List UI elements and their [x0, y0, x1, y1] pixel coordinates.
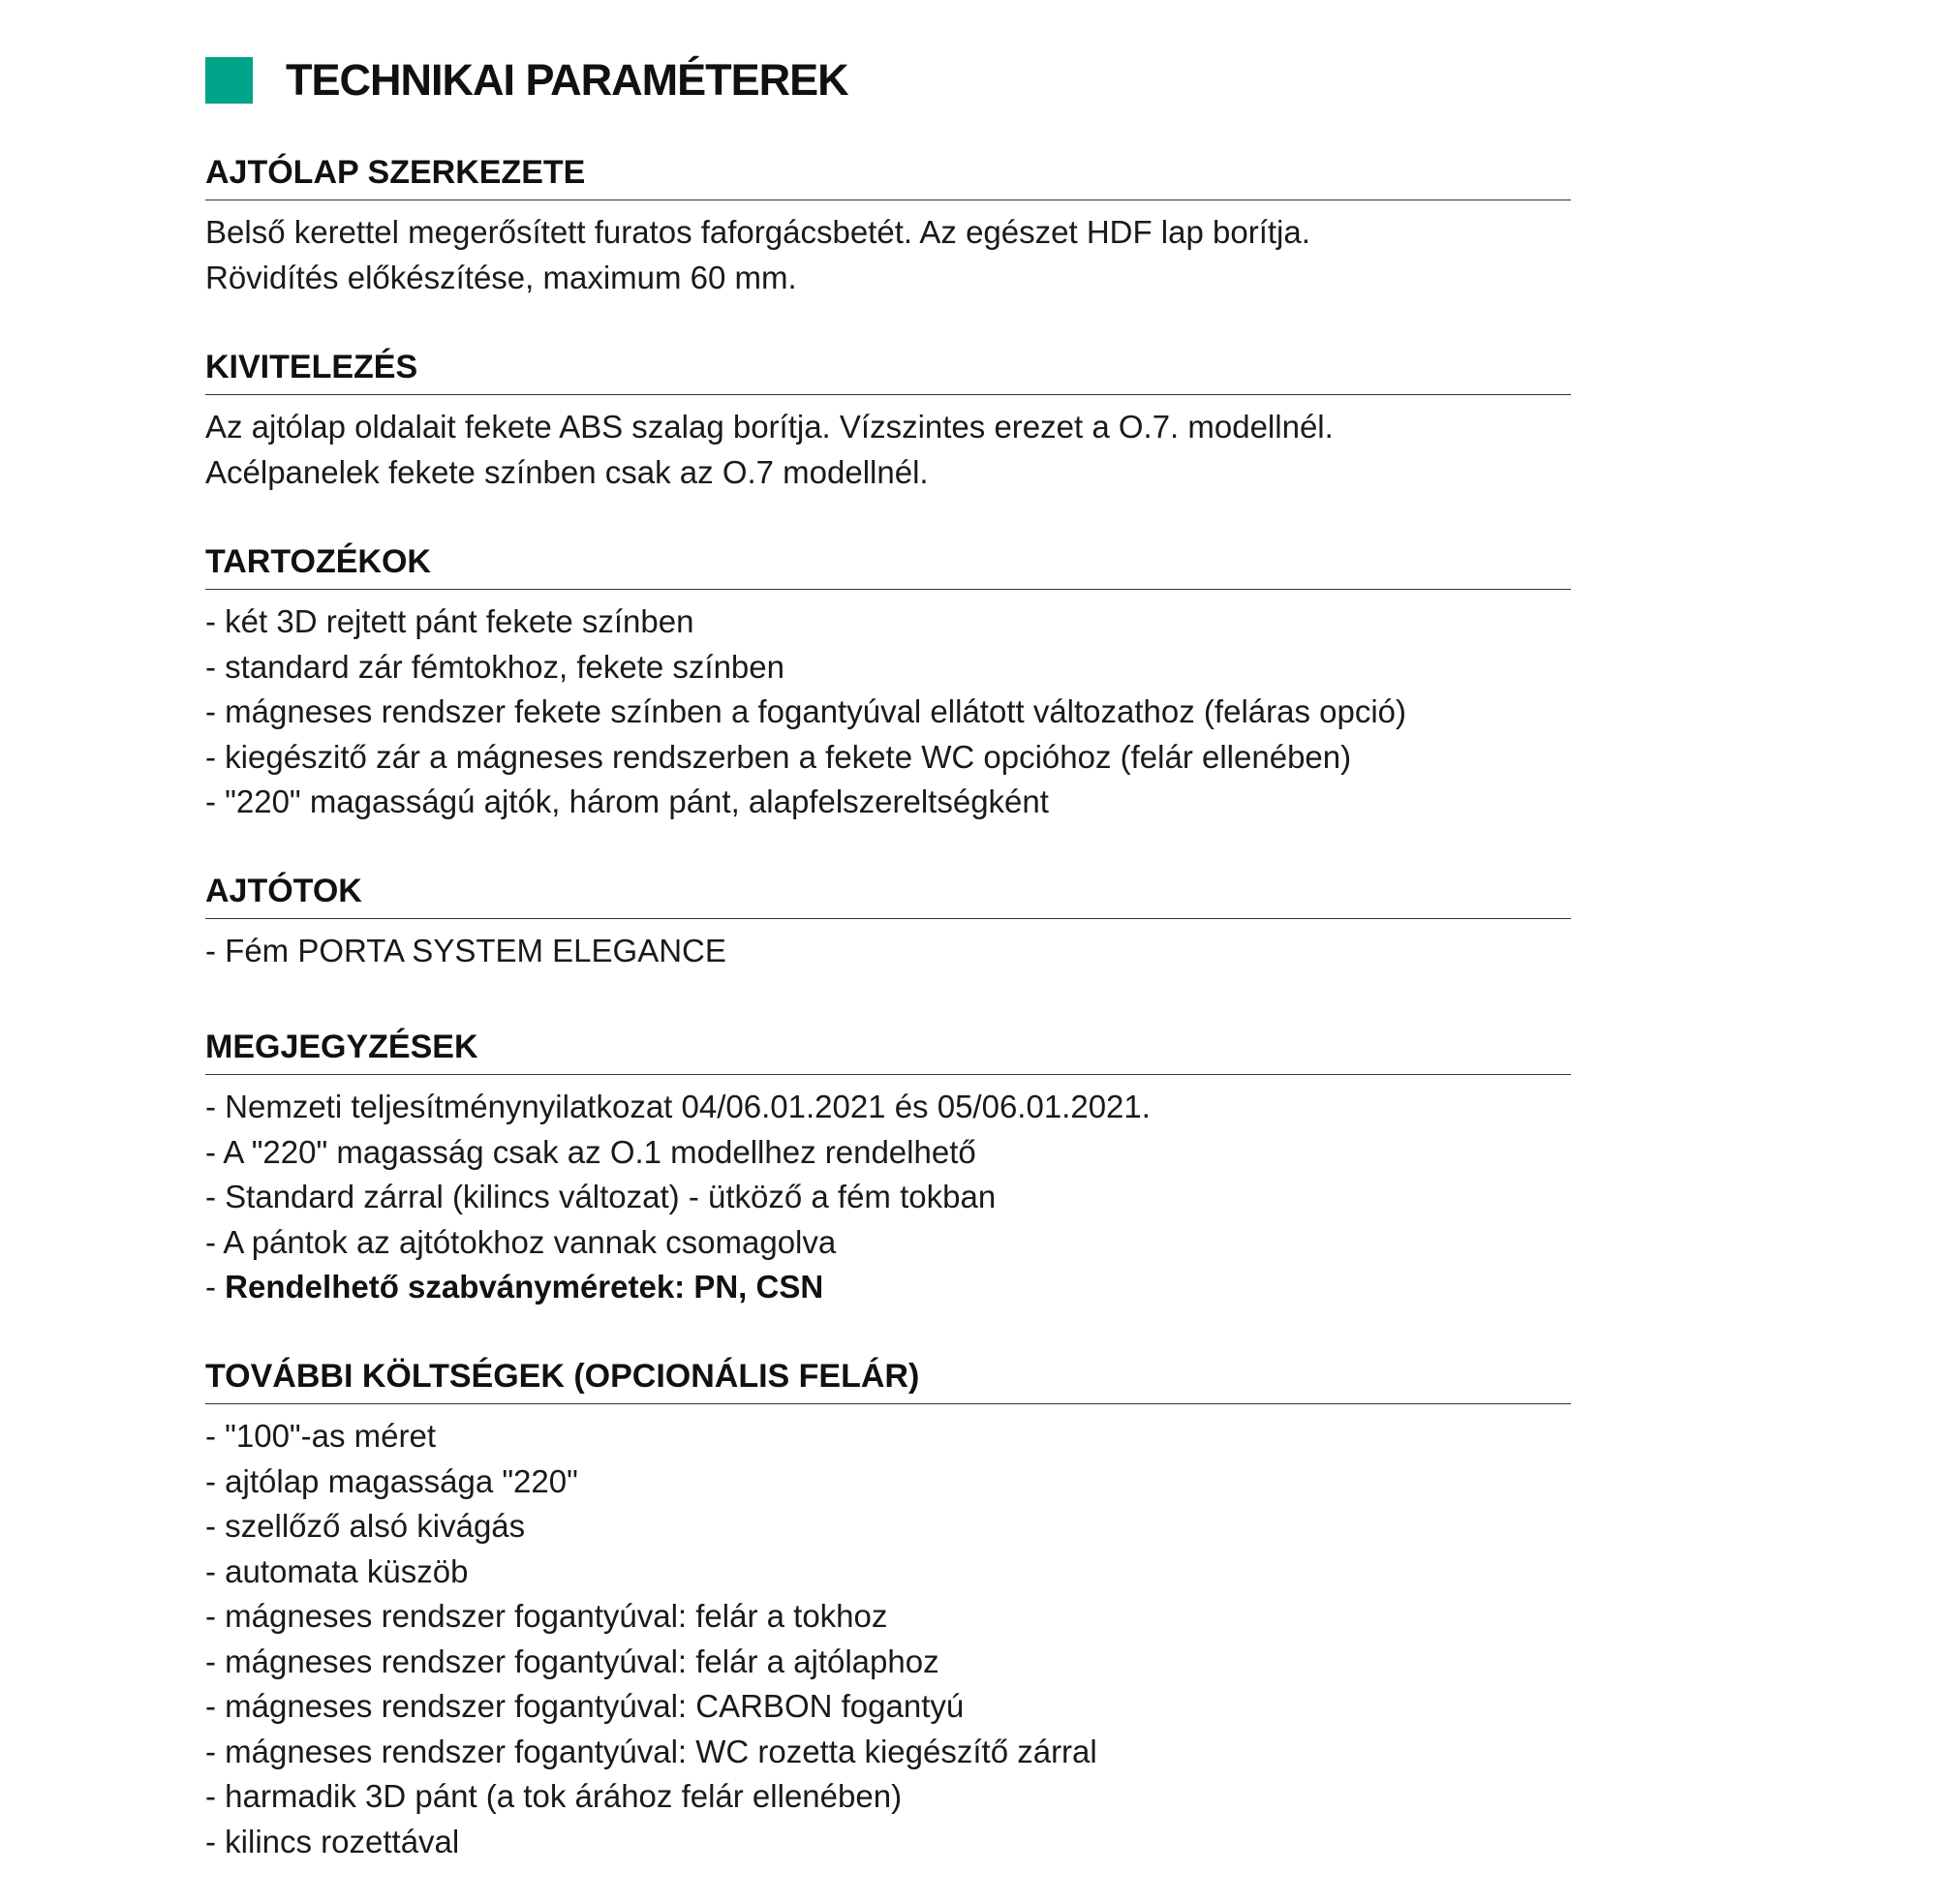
list-item: - mágneses rendszer fogantyúval: felár a tokhoz [205, 1598, 888, 1634]
list-item: - kiegészitő zár a mágneses rendszerben a fekete WC opcióhoz (felár ellenében) [205, 738, 1352, 775]
section-body [205, 200, 1571, 300]
list-item: - Standard zárral (kilincs változat) - ütköző a fém tokban [205, 1179, 997, 1214]
text-line: Az ajtólap oldalait fekete ABS szalag borítja. Vízszintes erezet a O.7. modellnél. [205, 409, 1334, 445]
section-ajtolap-szerkezete [205, 153, 1571, 300]
section-heading: MEGJEGYZÉSEK [205, 1028, 1571, 1075]
standard-sizes-note: Rendelhető szabványméretek: PN, CSN [225, 1269, 824, 1305]
page-title: TECHNIKAI PARAMÉTEREK [286, 55, 848, 105]
section-megjegyzesek [205, 1028, 1571, 1310]
list-item: - két 3D rejtett pánt fekete színben [205, 603, 694, 639]
section-heading: TARTOZÉKOK [205, 542, 1571, 590]
section-heading: KIVITELEZÉS [205, 348, 1571, 395]
section-body [205, 1075, 1571, 1310]
text-line: Acélpanelek fekete színben csak az O.7 modellnél. [205, 453, 929, 490]
list-item-bold [205, 1265, 1571, 1310]
section-kivitelezes [205, 348, 1571, 495]
section-heading: AJTÓLAP SZERKEZETE [205, 153, 1571, 200]
list-item: - Nemzeti teljesítménynyilatkozat 04/06.01.2021 és 05/06.01.2021. [205, 1089, 1151, 1124]
section-ajtotok [205, 872, 1571, 974]
list-item: - ajtólap magassága "220" [205, 1462, 578, 1499]
list-dash: - [205, 1269, 226, 1305]
section-body [205, 590, 1571, 825]
title-row [205, 56, 848, 105]
section-body [205, 919, 1571, 974]
section-tartozekok [205, 542, 1571, 825]
list-item: - standard zár fémtokhoz, fekete színben [205, 648, 784, 685]
list-item: - automata küszöb [205, 1552, 469, 1589]
section-body [205, 395, 1571, 495]
list-item: - harmadik 3D pánt (a tok árához felár ellenében) [205, 1778, 903, 1814]
list-item: - "100"-as méret [205, 1418, 437, 1454]
list-item: - A "220" magasság csak az O.1 modellhez rendelhető [205, 1133, 976, 1170]
list-item: - mágneses rendszer fogantyúval: WC rozetta kiegészítő zárral [205, 1733, 1097, 1769]
list-item: - Fém PORTA SYSTEM ELEGANCE [205, 933, 726, 968]
text-line: Belső kerettel megerősített furatos faforgácsbetét. Az egészet HDF lap borítja. [205, 214, 1310, 250]
section-heading: TOVÁBBI KÖLTSÉGEK (OPCIONÁLIS FELÁR) [205, 1357, 1571, 1404]
accent-square [205, 57, 253, 104]
list-item: - A pántok az ajtótokhoz vannak csomagolva [205, 1223, 837, 1260]
list-item: - "220" magasságú ajtók, három pánt, alapfelszereltségként [205, 783, 1049, 819]
list-item: - szellőző alsó kivágás [205, 1508, 526, 1544]
list-item: - mágneses rendszer fogantyúval: CARBON fogantyú [205, 1688, 965, 1724]
section-heading: AJTÓTOK [205, 872, 1571, 919]
text-line: Rövidítés előkészítése, maximum 60 mm. [205, 259, 797, 295]
list-item: - mágneses rendszer fogantyúval: felár a ajtólaphoz [205, 1643, 939, 1679]
section-body [205, 1404, 1571, 1864]
list-item: - mágneses rendszer fekete színben a fogantyúval ellátott változathoz (feláras opció) [205, 693, 1407, 729]
list-item: - kilincs rozettával [205, 1823, 460, 1859]
section-tovabbi-koltsegek [205, 1357, 1571, 1864]
